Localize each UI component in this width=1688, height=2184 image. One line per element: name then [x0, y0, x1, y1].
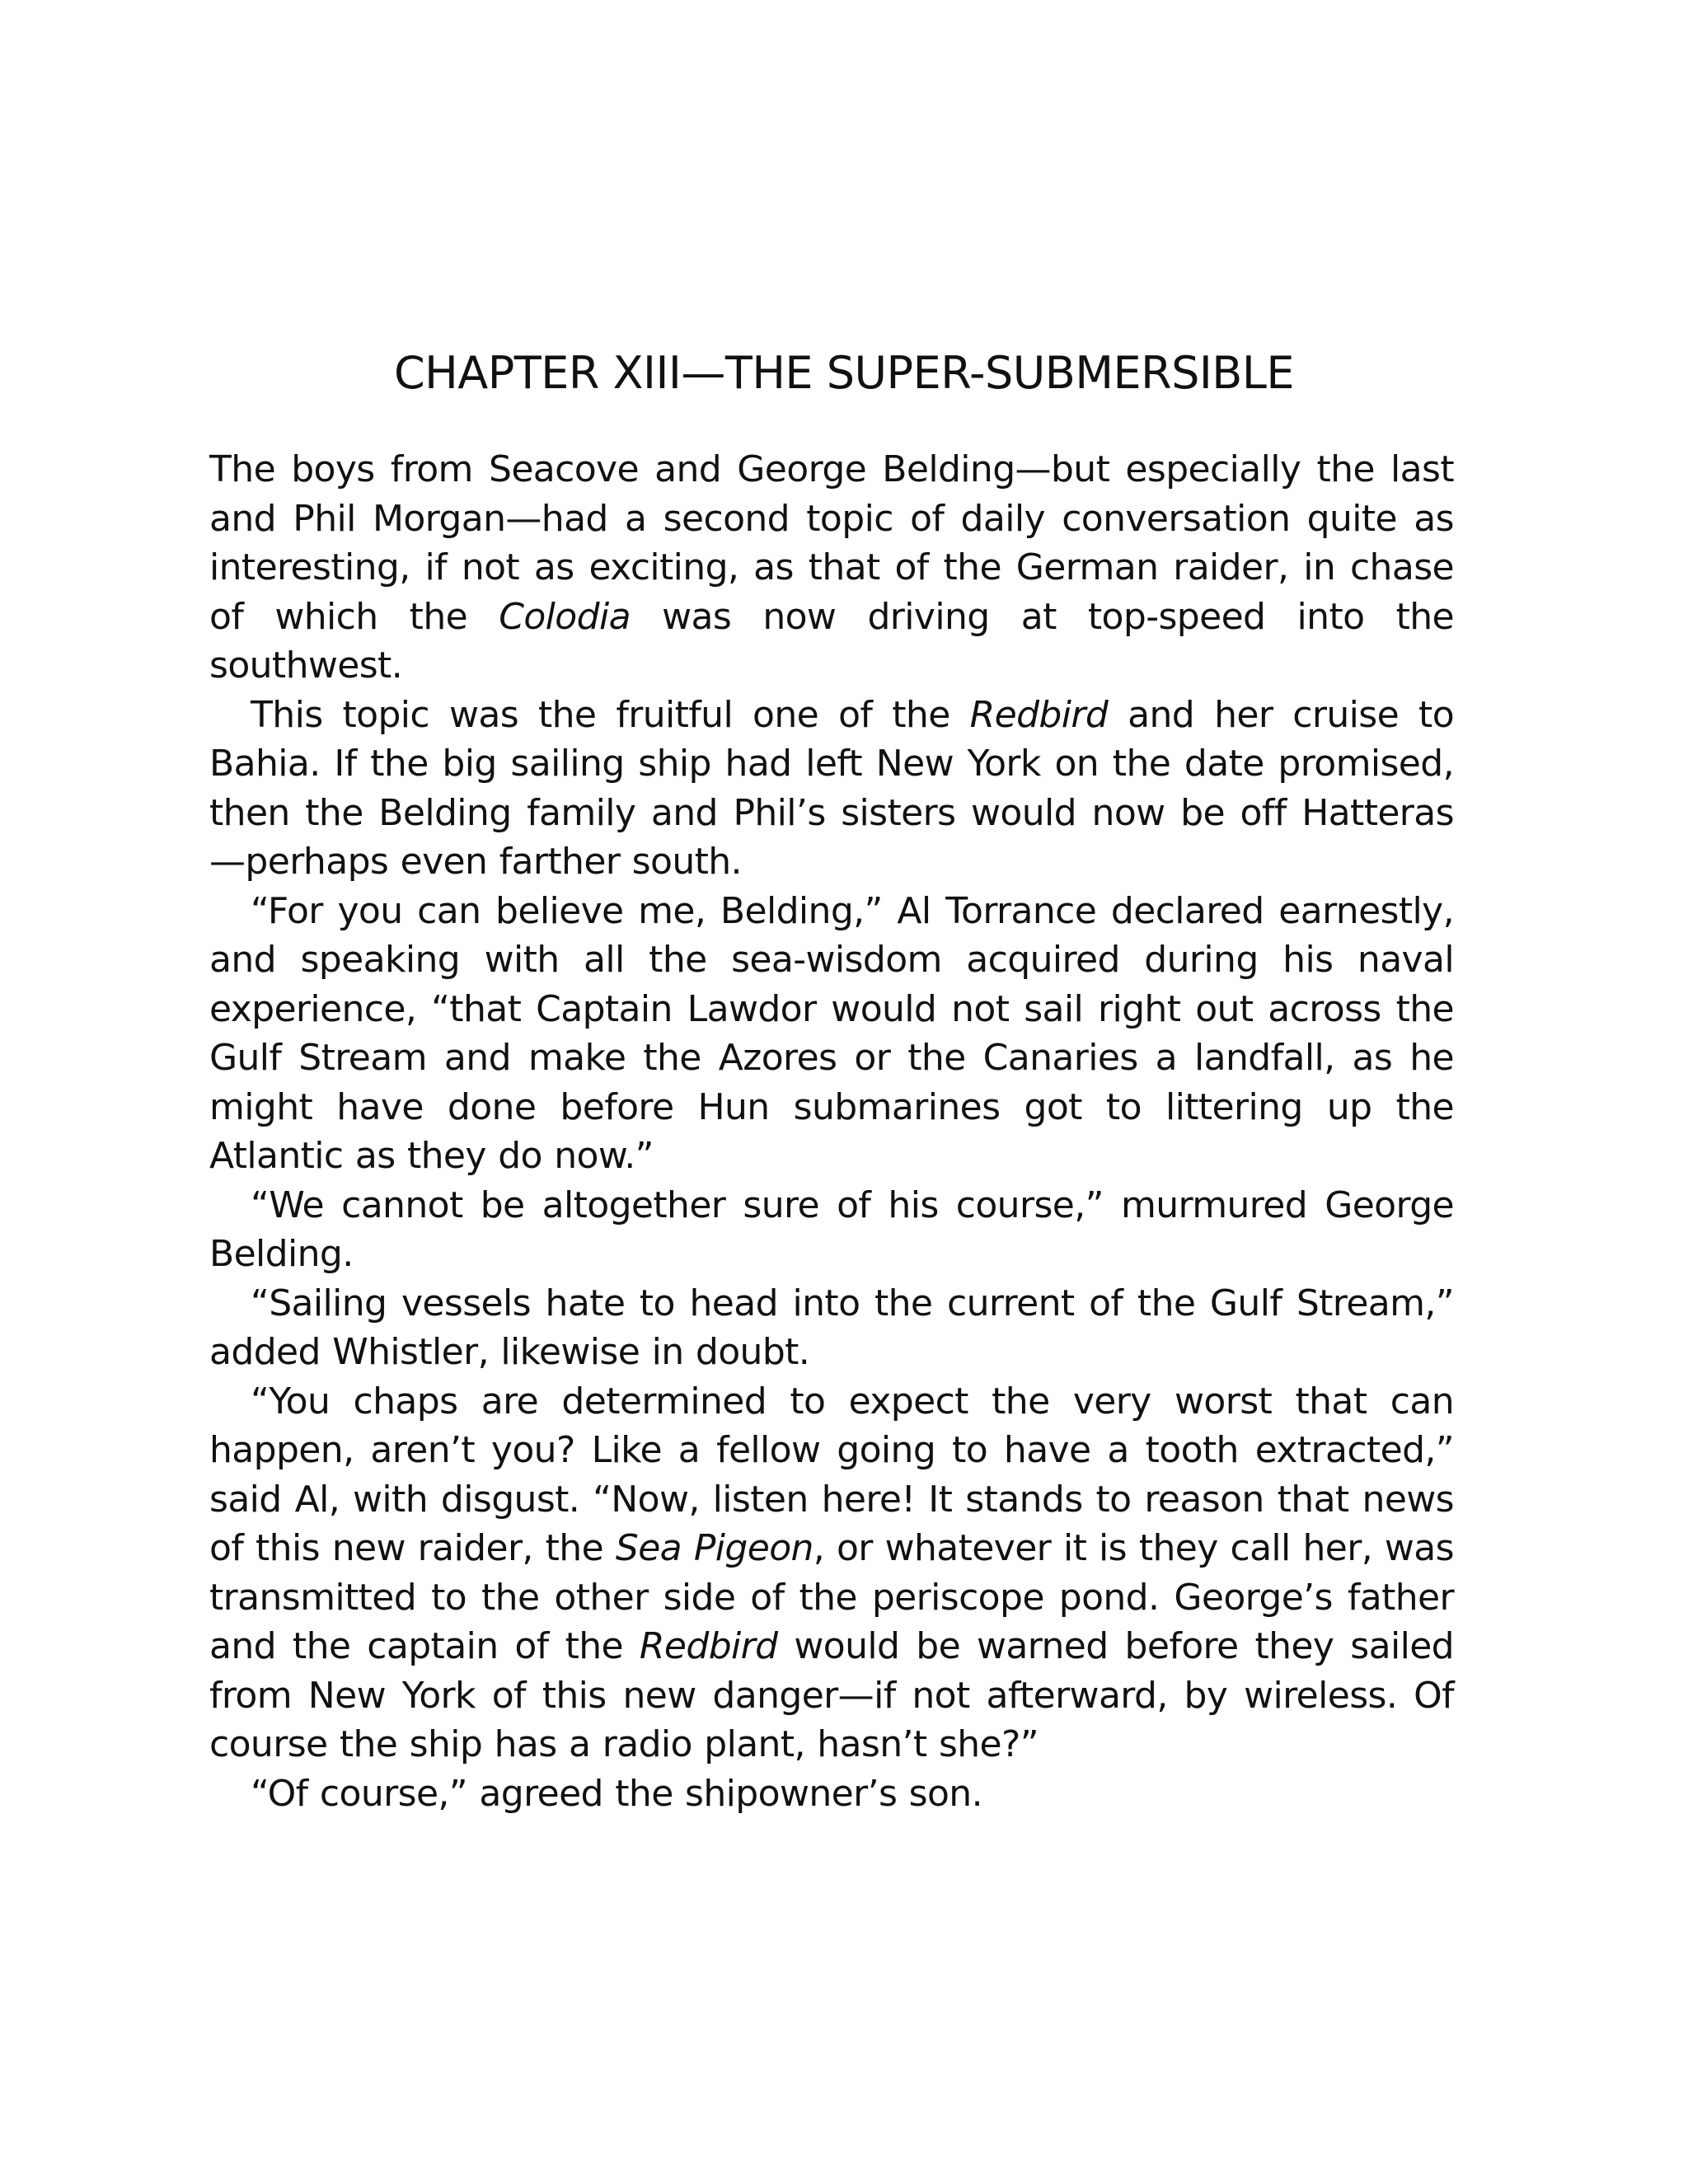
- paragraph-text: “We cannot be altogether sure of his course,” murmured George Belding.: [209, 1183, 1454, 1275]
- paragraph-text: This topic was the fruitful one of the: [251, 693, 970, 736]
- ship-name-redbird: Redbird: [969, 693, 1109, 736]
- paragraph-6: [209, 1377, 1454, 1769]
- paragraph-text: “Sailing vessels hate to head into the current of the Gulf Stream,” added Whistler, likewise in doubt.: [209, 1282, 1454, 1373]
- paragraph-text: The boys from Seacove and George Belding—but especially the last and Phil Morgan—had a second topic of daily conversation quite as interesting, if not as exciting, as that of the German raider, in chase of which the: [209, 448, 1454, 638]
- ship-name-sea-pigeon: Sea Pigeon: [615, 1527, 814, 1569]
- paragraph-text: was now driving at top-speed into the southwest.: [209, 595, 1454, 687]
- paragraph-text: would be warned before they sailed from New York of this new danger—if not afterward, by wireless. Of course the ship has a radio plant, hasn’t she?”: [209, 1625, 1454, 1765]
- paragraph-5: [209, 1279, 1454, 1377]
- paragraph-text: “You chaps are determined to expect the very worst that can happen, aren’t you? Like a fellow going to have a tooth extracted,” said Al, with disgust. “Now, listen here! It stands to reason that news of this new raider, the: [209, 1380, 1454, 1569]
- paragraph-4: [209, 1181, 1454, 1279]
- paragraph-2: [209, 691, 1454, 887]
- paragraph-text: , or whatever it is they call her, was transmitted to the other side of the periscope pond. George’s father and the captain of the: [209, 1527, 1454, 1667]
- paragraph-7: [209, 1769, 1454, 1819]
- paragraph-text: “Of course,” agreed the shipowner’s son.: [251, 1772, 982, 1815]
- chapter-title: CHAPTER XIII—THE SUPER-SUBMERSIBLE: [393, 347, 1295, 399]
- paragraph-text: and her cruise to Bahia. If the big sailing ship had left New York on the date promised, then the Belding family and Phil’s sisters would now be off Hatteras —perhaps even farther south.: [209, 693, 1455, 883]
- paragraph-3: [209, 887, 1454, 1181]
- ship-name-redbird: Redbird: [639, 1625, 778, 1667]
- ship-name-colodia: Colodia: [499, 595, 631, 638]
- chapter-body: [209, 445, 1454, 1818]
- paragraph-text: “For you can believe me, Belding,” Al Torrance declared earnestly, and speaking with all the sea-wisdom acquired during his naval experience, “that Captain Lawdor would not sail right out across the Gulf Stream and make the Azores or the Canaries a landfall, as he might have done before Hun submarines got to littering up the Atlantic as they do now.”: [209, 889, 1454, 1177]
- paragraph-1: [209, 445, 1454, 691]
